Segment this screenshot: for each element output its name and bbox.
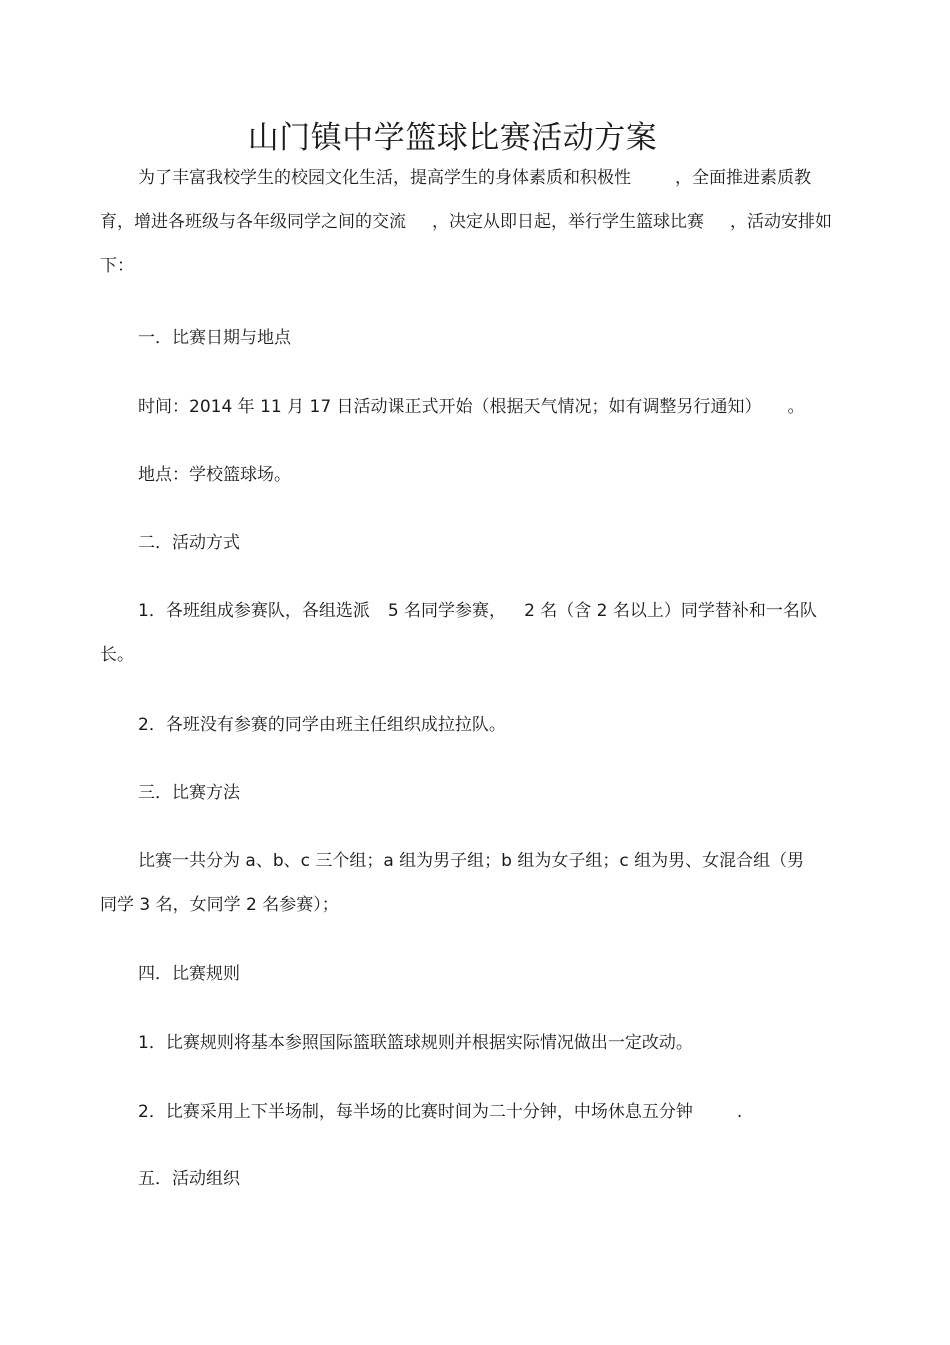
section-4-heading [100,952,855,996]
section-2-heading [100,521,855,565]
section-2-item-1-line-1 [100,589,855,633]
section-4-item-2 [100,1090,855,1134]
section-4-item-2-line [100,1090,855,1134]
section-2-item-2-text: 2．各班没有参赛的同学由班主任组织成拉拉队。 [138,715,506,735]
time-text: 时间：2014 年 11 月 17 日活动课正式开始（根据天气情况；如有调整另行通知） [138,397,762,417]
intro-text-2a: 育，增进各班级与各年级同学之间的交流 [100,212,406,232]
section-3-line-1: 比赛一共分为 a、b、c 三个组；a 组为男子组；b 组为女子组；c 组为男、女混合组（男 [138,851,805,871]
section-2-item-1-line-2: 长。 [100,645,134,665]
s2-item1-c: 2 名（含 2 名以上）同学替补和一名队 [524,601,817,621]
section-3-line-2: 同学 3 名，女同学 2 名参赛）； [100,895,339,915]
s2-item1-a: 1．各班组成参赛队，各组选派 [138,601,370,621]
section-4-heading-text: 四．比赛规则 [138,964,240,984]
intro-text-1a: 为了丰富我校学生的校园文化生活，提高学生的身体素质和积极性 [138,168,631,188]
intro-line-1 [100,156,855,200]
section-1-time [100,385,855,429]
section-5-heading [100,1157,855,1201]
section-5-heading-text: 五．活动组织 [138,1169,240,1189]
s4-item2-b: . [736,1102,743,1122]
time-end: 。 [787,397,805,417]
section-3-body [100,839,855,927]
time-line [100,385,855,429]
place-text: 地点：学校篮球场。 [138,465,291,485]
s2-item1-b: 5 名同学参赛， [387,601,507,621]
section-1-heading [100,316,855,360]
section-1-place [100,453,855,497]
s4-item2-a: 2．比赛采用上下半场制，每半场的比赛时间为二十分钟，中场休息五分钟 [138,1102,693,1122]
section-3-heading [100,771,855,815]
intro-text-2c: ，活动安排如 [730,212,832,232]
section-2-item-1 [100,589,855,677]
intro-text-2b: ，决定从即日起，举行学生篮球比赛 [432,212,704,232]
section-3-heading-text: 三．比赛方法 [138,783,240,803]
document-title: 山门镇中学篮球比赛活动方案 [247,120,658,156]
section-4-item-1-text: 1．比赛规则将基本参照国际篮联篮球规则并根据实际情况做出一定改动。 [138,1033,693,1053]
section-2-item-2 [100,703,855,747]
intro-line-3: 下： [100,256,134,276]
section-1-heading-text: 一．比赛日期与地点 [138,328,291,348]
intro-text-1b: ，全面推进素质教 [675,168,811,188]
section-2-heading-text: 二．活动方式 [138,533,240,553]
section-4-item-1 [100,1021,855,1065]
intro-line-2 [100,200,855,244]
intro-paragraph [100,156,855,288]
